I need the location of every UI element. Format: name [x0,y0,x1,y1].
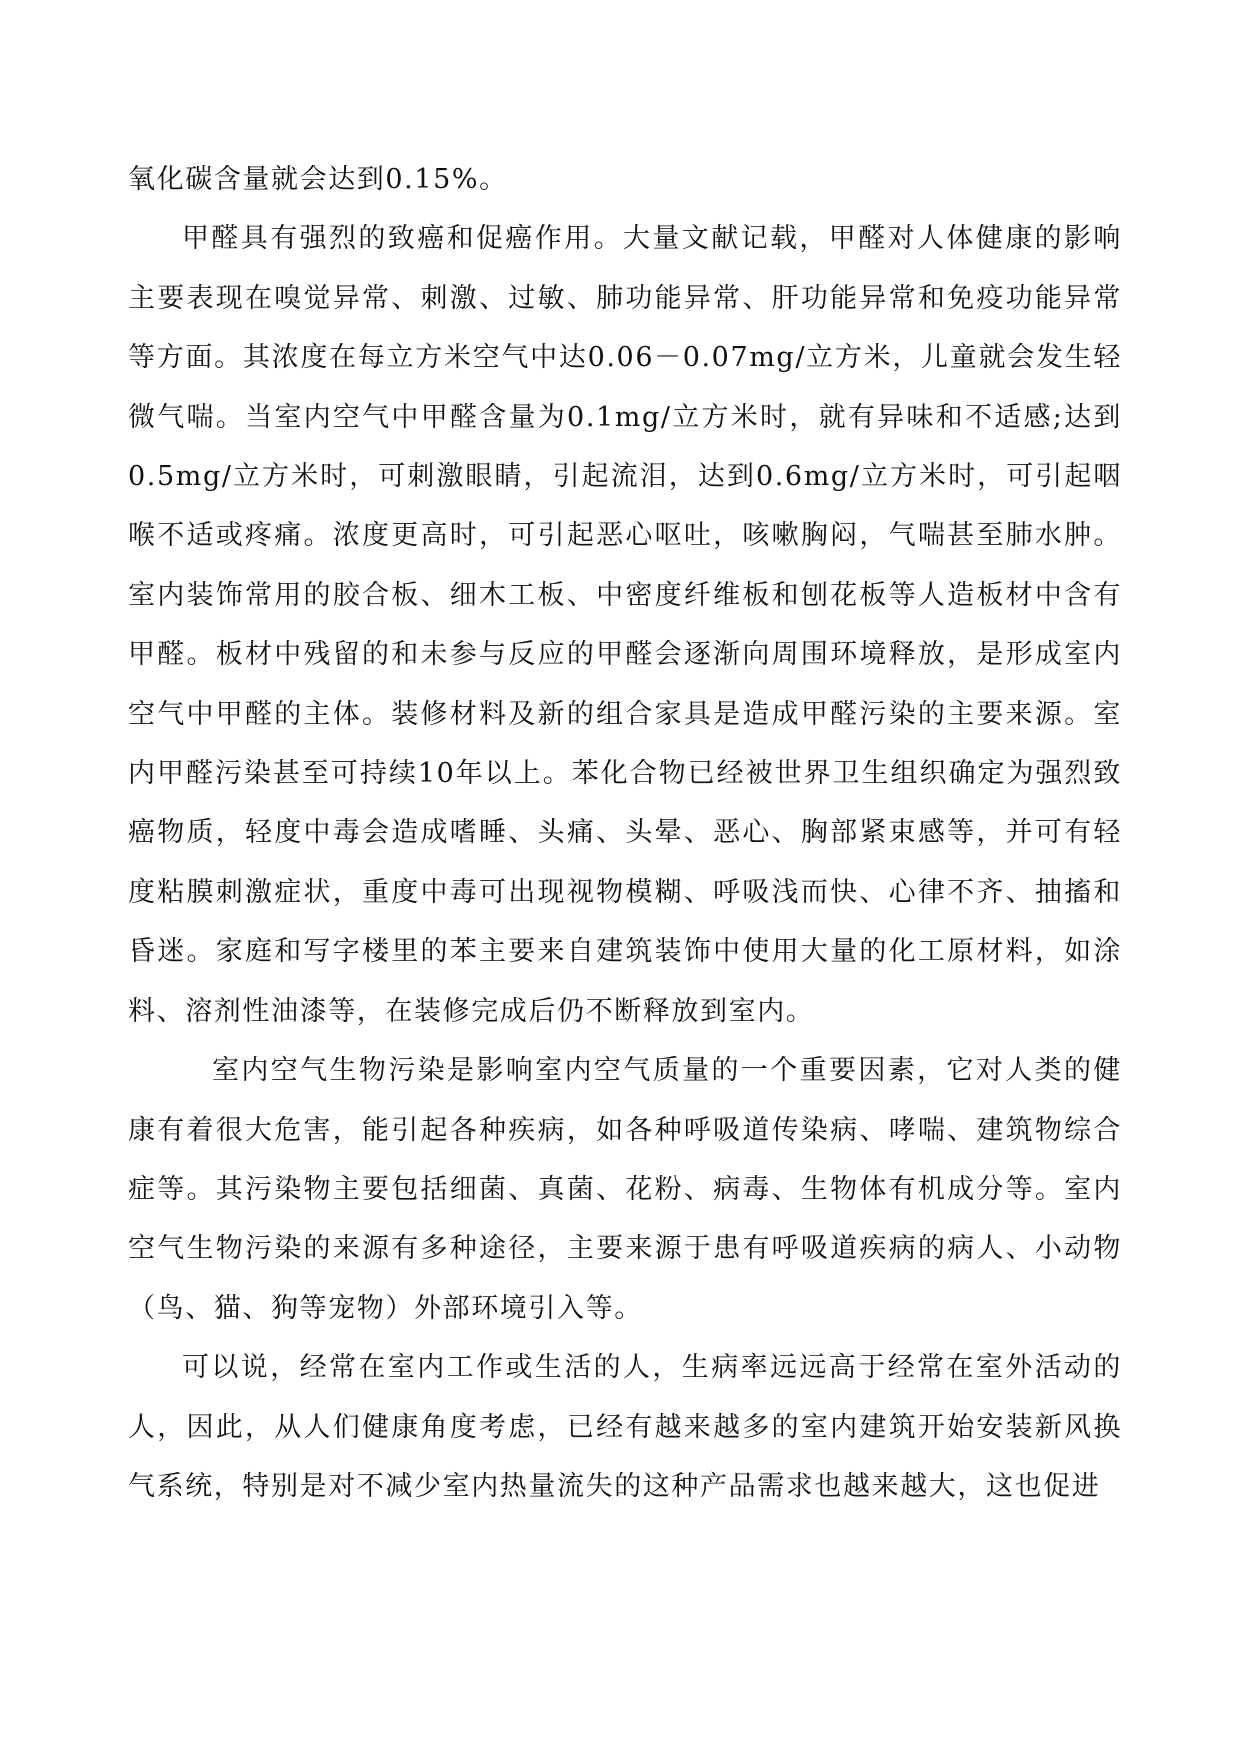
paragraph-formaldehyde-benzene: 甲醛具有强烈的致癌和促癌作用。大量文献记载，甲醛对人体健康的影响主要表现在嗅觉异常、刺激、过敏、肺功能异常、肝功能异常和免疫功能异常等方面。其浓度在每立方米空气中达0.06－0.07mg/立方米，儿童就会发生轻微气喘。当室内空气中甲醛含量为0.1mg/立方米时，就有异味和不适感;达到0.5mg/立方米时，可刺激眼睛，引起流泪，达到0.6mg/立方米时，可引起咽喉不适或疼痛。浓度更高时，可引起恶心呕吐，咳嗽胸闷，气喘甚至肺水肿。室内装饰常用的胶合板、细木工板、中密度纤维板和刨花板等人造板材中含有甲醛。板材中残留的和未参与反应的甲醛会逐渐向周围环境释放，是形成室内空气中甲醛的主体。装修材料及新的组合家具是造成甲醛污染的主要来源。室内甲醛污染甚至可持续10年以上。苯化合物已经被世界卫生组织确定为强烈致癌物质，轻度中毒会造成嗜睡、头痛、头晕、恶心、胸部紧束感等，并可有轻度粘膜刺激症状，重度中毒可出现视物模糊、呼吸浅而快、心律不齐、抽搐和昏迷。家庭和写字楼里的苯主要来自建筑装饰中使用大量的化工原材料，如涂料、溶剂性油漆等，在装修完成后仍不断释放到室内。 [128,223,1122,1027]
paragraph-biological-pollution: 室内空气生物污染是影响室内空气质量的一个重要因素，它对人类的健康有着很大危害，能引起各种疾病，如各种呼吸道传染病、哮喘、建筑物综合症等。其污染物主要包括细菌、真菌、花粉、病毒、生物体有机成分等。室内空气生物污染的来源有多种途径，主要来源于患有呼吸道疾病的病人、小动物（鸟、猫、狗等宠物）外部环境引入等。 [128,1055,1122,1324]
document-body [128,150,1122,1516]
paragraph-ventilation-demand: 可以说，经常在室内工作或生活的人，生病率远远高于经常在室外活动的人，因此，从人们健康角度考虑，已经有越来越多的室内建筑开始安装新风换气系统，特别是对不减少室内热量流失的这种产品需求也越来越大，这也促进 [128,1352,1122,1502]
paragraph-co2-continuation: 氧化碳含量就会达到0.15%。 [128,164,508,195]
